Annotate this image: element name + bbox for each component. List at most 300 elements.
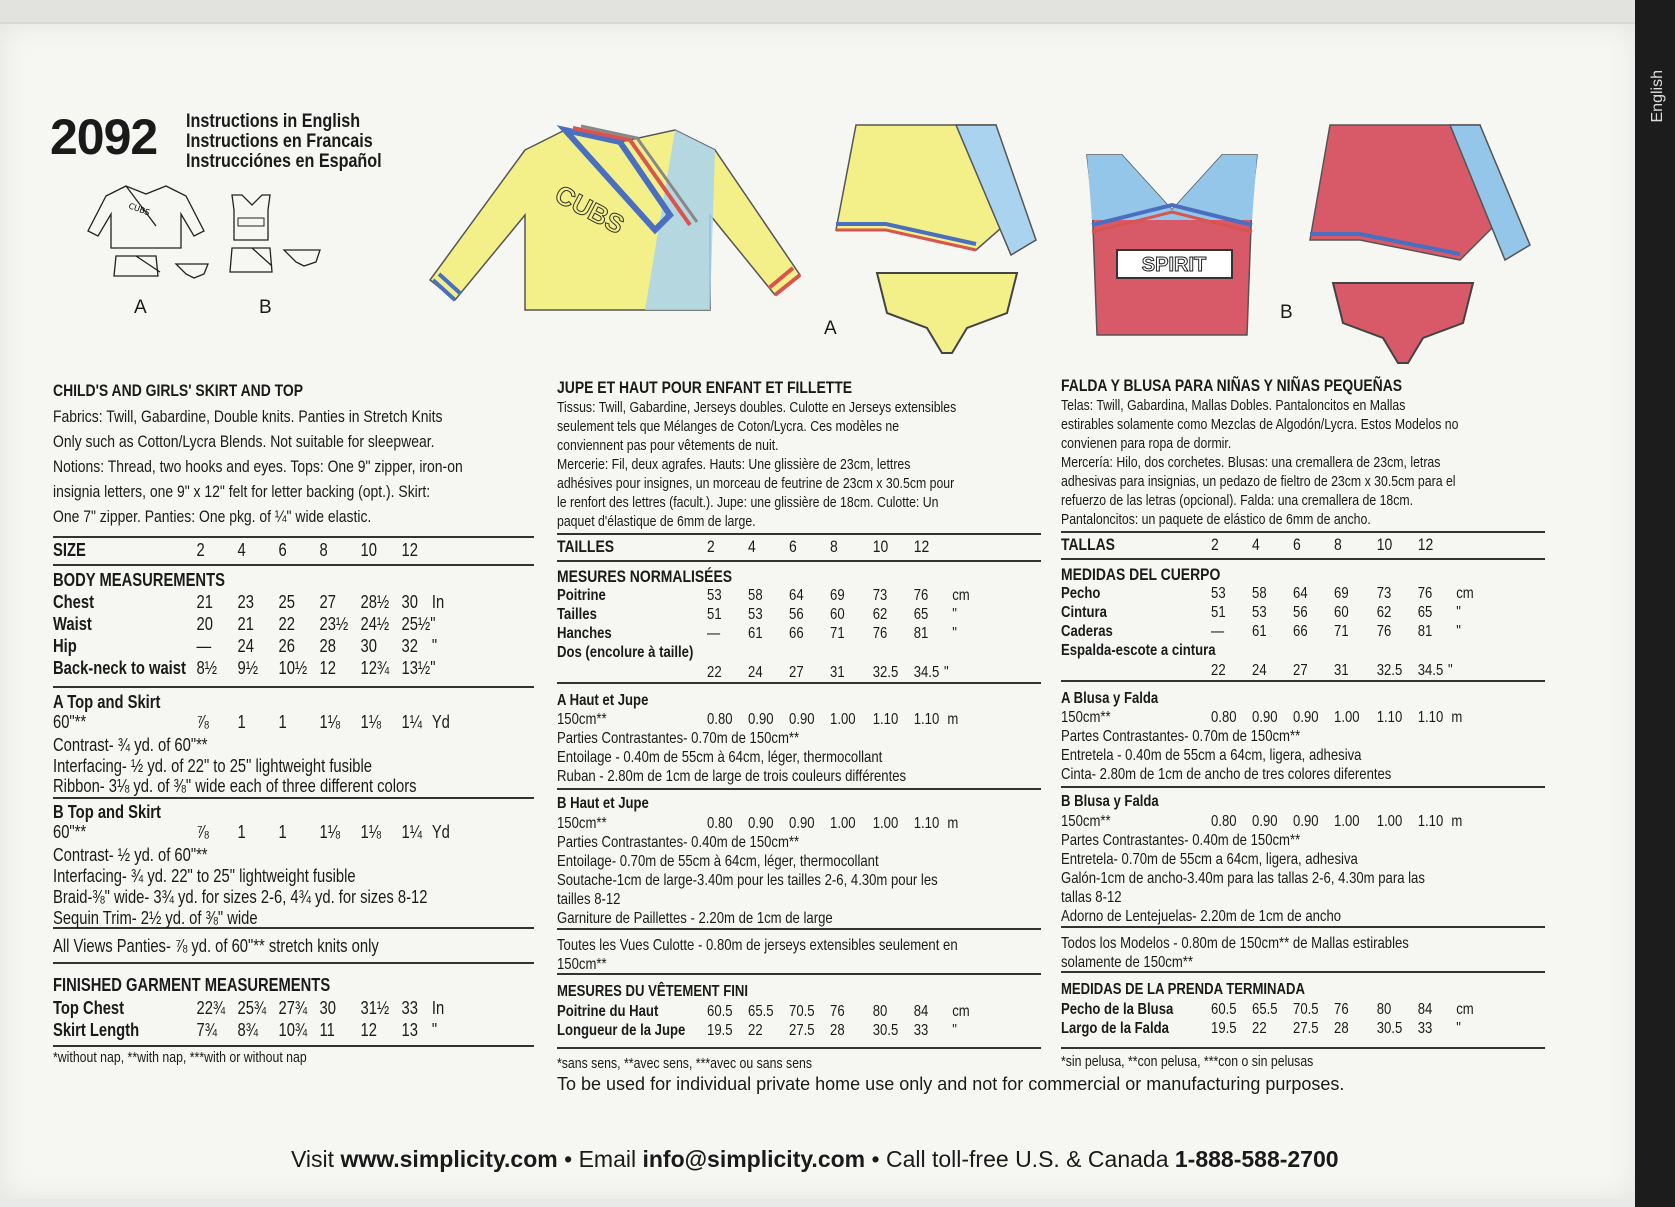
table-cell: 1¼	[401, 822, 423, 842]
table-cell: 53	[748, 606, 763, 623]
panties-requirement: 150cm**	[557, 956, 607, 973]
edge-label: English	[1649, 70, 1666, 123]
body-measurements-title: MEDIDAS DEL CUERPO	[1061, 565, 1221, 584]
table-cell: 22	[1252, 1020, 1267, 1037]
unit-label: "	[1448, 662, 1453, 679]
language-french: Instructions en Francais	[186, 131, 373, 152]
table-cell: 1.10	[913, 815, 940, 832]
table-cell: 84	[1417, 1001, 1433, 1018]
visit-label: Visit	[291, 1146, 335, 1172]
table-cell: 1.10	[1417, 813, 1444, 830]
divider	[1061, 786, 1545, 788]
row-label: Pecho de la Blusa	[1061, 1001, 1174, 1018]
table-cell: 60.5	[1211, 1001, 1237, 1018]
svg-text:CUBS: CUBS	[127, 201, 151, 218]
table-cell: 1.00	[1376, 813, 1403, 830]
table-cell: 76	[913, 587, 929, 604]
table-cell: 0.90	[1252, 709, 1278, 726]
table-cell: ⅞	[196, 822, 209, 842]
table-cell: 24½	[360, 614, 390, 634]
table-cell: 76	[1334, 1001, 1349, 1018]
table-cell: 0.90	[748, 711, 774, 728]
divider	[557, 560, 1041, 562]
row-label: Pecho	[1061, 585, 1101, 602]
table-cell: 1.10	[872, 711, 899, 728]
divider	[1061, 531, 1545, 533]
nap-footnote: *sans sens, **avec sens, ***avec ou sans sens	[557, 1055, 813, 1072]
row-label: Hip	[53, 636, 77, 656]
row-label: 150cm**	[1061, 813, 1111, 830]
table-cell: 31	[830, 664, 845, 681]
table-cell: 21	[237, 614, 254, 634]
table-cell: 25½"	[401, 614, 436, 634]
unit-label: m	[1451, 813, 1463, 830]
body-measurements-title: BODY MEASUREMENTS	[53, 570, 225, 590]
table-cell: —	[196, 636, 212, 656]
divider	[1061, 558, 1545, 560]
table-cell: 10½	[278, 658, 308, 678]
divider	[1061, 926, 1545, 928]
table-cell: 66	[1293, 623, 1308, 640]
row-label: 60"**	[53, 712, 87, 732]
row-label: Top Chest	[53, 998, 125, 1018]
unit-label: "	[1456, 604, 1461, 621]
table-cell: 53	[707, 587, 722, 604]
panties-requirement: All Views Panties- ⅞ yd. of 60"** stretch knits only	[53, 936, 379, 956]
unit-label: "	[952, 1022, 957, 1039]
table-cell: 22	[1211, 662, 1226, 679]
table-cell: 1	[237, 822, 246, 842]
table-cell: 69	[830, 587, 845, 604]
size-value: 6	[789, 537, 797, 556]
table-cell: 0.90	[789, 815, 815, 832]
table-cell: 30	[360, 636, 377, 656]
panties-requirement: solamente de 150cm**	[1061, 954, 1194, 971]
table-cell: 23½	[319, 614, 349, 634]
size-value: 8	[830, 537, 838, 556]
table-cell: 21	[196, 592, 213, 612]
row-label: Poitrine du Haut	[557, 1003, 659, 1020]
view-b-panties-illustration	[1328, 278, 1478, 368]
table-cell: 51	[707, 606, 722, 623]
back-length-label: Dos (encolure à taille)	[557, 644, 694, 661]
size-value: 6	[1293, 535, 1301, 554]
unit-label: Yd	[431, 712, 450, 732]
size-label: TALLAS	[1061, 535, 1115, 554]
size-value: 12	[913, 537, 930, 556]
table-cell: 70.5	[789, 1003, 815, 1020]
table-cell: 28	[830, 1022, 845, 1039]
table-cell: 1.00	[1334, 709, 1360, 726]
panties-requirement: Todos los Modelos - 0.80m de 150cm** de Mallas estirables	[1061, 935, 1409, 952]
row-label: 150cm**	[1061, 709, 1111, 726]
nap-footnote: *sin pelusa, **con pelusa, ***con o sin pelusas	[1061, 1053, 1314, 1070]
view-a-small-label: A	[134, 297, 147, 318]
table-cell: 81	[913, 625, 929, 642]
table-cell: 19.5	[1211, 1020, 1237, 1037]
table-cell: 27¾	[278, 998, 308, 1018]
divider	[53, 686, 534, 688]
table-cell: 25¾	[237, 998, 267, 1018]
row-label: Longueur de la Jupe	[557, 1022, 686, 1039]
unit-label: cm	[1456, 585, 1474, 602]
view-b-requirement: Entoilage- 0.70m de 55cm à 64cm, léger, thermocollant	[557, 853, 879, 870]
table-cell: 58	[748, 587, 763, 604]
view-b-requirement: Sequin Trim- 2½ yd. of ⅜" wide	[53, 908, 258, 928]
table-cell: 1⅛	[360, 712, 382, 732]
table-cell: 76	[830, 1003, 845, 1020]
table-cell: 60.5	[707, 1003, 733, 1020]
table-cell: 69	[1334, 585, 1349, 602]
table-cell: 73	[1376, 585, 1392, 602]
view-b-skirt-illustration	[1300, 120, 1535, 270]
view-b-small-label: B	[259, 297, 272, 318]
table-cell: 0.90	[1293, 813, 1319, 830]
table-cell: 0.80	[707, 815, 733, 832]
divider	[53, 962, 534, 964]
table-cell: 1⅛	[319, 822, 341, 842]
table-cell: 12	[360, 1020, 377, 1040]
table-cell: 1⅛	[360, 822, 382, 842]
table-cell: 8½	[196, 658, 218, 678]
table-cell: 0.80	[1211, 709, 1237, 726]
view-b-title: B Top and Skirt	[53, 802, 161, 822]
table-cell: 1.00	[830, 711, 856, 728]
table-cell: 22	[278, 614, 295, 634]
table-cell: 33	[913, 1022, 929, 1039]
divider	[53, 1045, 534, 1047]
view-a-requirement: Entretela - 0.40m de 55cm a 64cm, ligera, adhesiva	[1061, 747, 1362, 764]
language-spanish: Instrucciónes en Español	[186, 151, 382, 172]
unit-label: cm	[952, 587, 970, 604]
spanish-title: FALDA Y BLUSA PARA NIÑAS Y NIÑAS PEQUEÑAS	[1061, 376, 1403, 395]
size-label: TAILLES	[557, 537, 615, 556]
english-notions: Fabrics: Twill, Gabardine, Double knits. Panties in Stretch Knits Only such as Cotton/Lycra Blends. Not suitable for sleepwear. Notions: Thread, two hooks and eyes. Tops: One 9" zipper, iron-on insignia letters, one 9" x 12" felt for letter backing (opt.). Skirt: One 7" zipper. Panties: One pkg. of ¼" wide elastic.	[53, 407, 463, 526]
view-b-requirement: Adorno de Lentejuelas- 2.20m de 1cm de ancho	[1061, 908, 1342, 925]
panties-requirement: Toutes les Vues Culotte - 0.80m de jerseys extensibles seulement en	[557, 937, 958, 954]
language-english: Instructions in English	[186, 111, 361, 132]
unit-label: m	[947, 815, 959, 832]
row-label: Hanches	[557, 625, 612, 642]
call-label: Call toll-free U.S. & Canada	[885, 1146, 1169, 1172]
unit-label: cm	[952, 1003, 970, 1020]
back-length-label: Espalda-escote a cintura	[1061, 642, 1216, 659]
row-label: Back-neck to waist	[53, 658, 186, 678]
table-cell: 65	[1417, 604, 1433, 621]
size-value: 8	[319, 540, 328, 560]
table-cell: 30.5	[1376, 1020, 1403, 1037]
table-cell: 12¾	[360, 658, 390, 678]
divider	[53, 536, 534, 538]
table-cell: 0.80	[1211, 813, 1237, 830]
size-value: 10	[872, 537, 889, 556]
table-cell: 53	[1252, 604, 1267, 621]
email-label: Email	[578, 1146, 637, 1172]
view-b-requirement: Soutache-1cm de large-3.40m pour les tailles 2-6, 4.30m pour les	[557, 872, 938, 889]
view-b-top-illustration	[1082, 150, 1262, 340]
row-label: Chest	[53, 592, 95, 612]
view-b-requirement: Galón-1cm de ancho-3.40m para las tallas 2-6, 4.30m para las	[1061, 870, 1425, 887]
table-cell: 26	[278, 636, 295, 656]
table-cell: 34.5	[1417, 662, 1444, 679]
table-cell: 1.00	[872, 815, 899, 832]
view-a-title: A Blusa y Falda	[1061, 690, 1159, 707]
table-cell: —	[707, 625, 721, 642]
email-link[interactable]: info@simplicity.com	[642, 1146, 866, 1172]
table-cell: 23	[237, 592, 254, 612]
table-cell: 60	[830, 606, 845, 623]
view-b-title: B Blusa y Falda	[1061, 793, 1159, 810]
table-cell: 1.10	[1376, 709, 1403, 726]
table-cell: 73	[872, 587, 888, 604]
table-cell: 32	[401, 636, 418, 656]
table-cell: 30	[401, 592, 418, 612]
spirit-insignia: SPIRIT	[1141, 254, 1207, 276]
table-cell: 33	[401, 998, 418, 1018]
row-label: Skirt Length	[53, 1020, 140, 1040]
nap-footnote: *without nap, **with nap, ***with or without nap	[53, 1049, 307, 1066]
unit-label: m	[947, 711, 959, 728]
separator: •	[871, 1146, 880, 1172]
table-cell: 8¾	[237, 1020, 259, 1040]
size-value: 4	[748, 537, 756, 556]
view-a-top-illustration	[405, 120, 825, 325]
row-label: 150cm**	[557, 711, 607, 728]
view-a-title: A Haut et Jupe	[557, 692, 649, 709]
divider	[53, 797, 534, 799]
table-cell: 60	[1334, 604, 1349, 621]
unit-label: "	[944, 664, 949, 681]
view-b-large-label: B	[1280, 302, 1293, 323]
table-cell: 7¾	[196, 1020, 218, 1040]
row-label: Waist	[53, 614, 92, 634]
divider	[557, 928, 1041, 930]
table-cell: 24	[1252, 662, 1267, 679]
row-label: 60"**	[53, 822, 87, 842]
unit-label: In	[431, 592, 445, 612]
view-a-skirt-illustration	[826, 120, 1041, 260]
page-top-edge	[0, 0, 1636, 22]
unit-label: "	[952, 625, 957, 642]
table-cell: 22	[748, 1022, 763, 1039]
table-cell: 1⅛	[319, 712, 341, 732]
table-cell: 65.5	[1252, 1001, 1278, 1018]
table-cell: 28	[319, 636, 336, 656]
table-cell: 66	[789, 625, 804, 642]
french-notions: Tissus: Twill, Gabardine, Jerseys doubles. Culotte en Jerseys extensibles seulement tels que Mélanges de Coton/Lycra. Ces modèles ne conviennent pas pour vêtements de nuit. Mercerie: Fil, deux agrafes. Hauts: Une glissière de 23cm, lettres adhésives pour insignes, un morceau de feutrine de 23cm x 30.5cm pour le renfort des lettres (facult.). Jupe: une glissière de 18cm. Culotte: Un paquet d'élastique de 6mm de large.	[557, 399, 957, 530]
unit-label: In	[431, 998, 445, 1018]
size-value: 10	[360, 540, 377, 560]
table-cell: 64	[1293, 585, 1308, 602]
divider	[557, 788, 1041, 790]
table-cell: 28½	[360, 592, 390, 612]
table-cell: 1.10	[913, 711, 940, 728]
row-label: Cintura	[1061, 604, 1107, 621]
cubs-insignia: CUBS	[550, 178, 630, 240]
table-cell: 1.10	[1417, 709, 1444, 726]
view-b-requirement: Parties Contrastantes- 0.40m de 150cm**	[557, 834, 800, 851]
table-cell: 1	[278, 822, 287, 842]
website-link[interactable]: www.simplicity.com	[340, 1146, 558, 1172]
row-label: Tailles	[557, 606, 597, 623]
view-a-requirement: Contrast- ¾ yd. of 60"**	[53, 735, 208, 755]
contact-line	[291, 1146, 1339, 1173]
table-cell: 32.5	[1376, 662, 1403, 679]
table-cell: 13	[401, 1020, 418, 1040]
pattern-number: 2092	[50, 109, 158, 165]
table-cell: 76	[1376, 623, 1392, 640]
view-b-requirement: Interfacing- ¾ yd. 22" to 25" lightweight fusible	[53, 866, 356, 886]
table-cell: 84	[913, 1003, 929, 1020]
body-measurements-title: MESURES NORMALISÉES	[557, 567, 733, 586]
row-label: Largo de la Falda	[1061, 1020, 1169, 1037]
table-cell: 32.5	[872, 664, 899, 681]
finished-measurements-title: MESURES DU VÊTEMENT FINI	[557, 983, 748, 1000]
size-value: 4	[237, 540, 246, 560]
view-b-requirement: Garniture de Paillettes - 2.20m de 1cm de large	[557, 910, 833, 927]
table-cell: 62	[1376, 604, 1392, 621]
table-cell: 0.90	[1293, 709, 1319, 726]
divider	[557, 1047, 1041, 1049]
divider	[557, 533, 1041, 535]
view-b-requirement: Contrast- ½ yd. of 60"**	[53, 845, 208, 865]
table-cell: 65.5	[748, 1003, 774, 1020]
table-cell: 31	[1334, 662, 1349, 679]
french-title: JUPE ET HAUT POUR ENFANT ET FILLETTE	[557, 378, 853, 397]
size-value: 8	[1334, 535, 1342, 554]
size-value: 2	[1211, 535, 1219, 554]
table-cell: 1	[237, 712, 246, 732]
table-cell: 1¼	[401, 712, 423, 732]
view-b-requirement: Braid-⅜" wide- 3¾ yd. for sizes 2-6, 4¾ yd. for sizes 8-12	[53, 887, 428, 907]
size-value: 2	[196, 540, 205, 560]
view-b-requirement: Entretela- 0.70m de 55cm a 64cm, ligera, adhesiva	[1061, 851, 1358, 868]
table-cell: 0.90	[1252, 813, 1278, 830]
size-value: 12	[401, 540, 418, 560]
finished-measurements-title: FINISHED GARMENT MEASUREMENTS	[53, 975, 331, 995]
table-cell: 13½"	[401, 658, 436, 678]
table-cell: 34.5	[913, 664, 940, 681]
table-cell: 1.00	[1334, 813, 1360, 830]
table-cell: 11	[319, 1020, 335, 1040]
table-cell: ⅞	[196, 712, 209, 732]
table-cell: 76	[872, 625, 888, 642]
divider	[1061, 680, 1545, 682]
table-cell: 0.90	[789, 711, 815, 728]
size-label: SIZE	[53, 540, 86, 560]
table-cell: 27	[789, 664, 804, 681]
view-a-requirement: Interfacing- ½ yd. of 22" to 25" lightweight fusible	[53, 756, 372, 776]
usage-disclaimer: To be used for individual private home use only and not for commercial or manufacturing purposes.	[557, 1074, 1345, 1094]
view-a-requirement: Cinta- 2.80m de 1cm de ancho de tres colores diferentes	[1061, 766, 1392, 783]
table-cell: 56	[789, 606, 804, 623]
spanish-notions: Telas: Twill, Gabardina, Mallas Dobles. Pantaloncitos en Mallas estirables solamente como Mezclas de Algodón/Lycra. Estos Modelos no convienen para ropa de dormir. Mercería: Hilo, dos corchetes. Blusas: una cremallera de 23cm, letras adhesivas para insignias, un pedazo de fieltro de 23cm x 30.5cm para el refuerzo de las letras (opcional). Falda: una cremallera de 18cm. Pantaloncitos: un paquete de elástico de 6mm de ancho.	[1061, 397, 1459, 528]
table-cell: 80	[872, 1003, 888, 1020]
view-b-requirement: Partes Contrastantes- 0.40m de 150cm**	[1061, 832, 1301, 849]
table-cell: 25	[278, 592, 295, 612]
table-cell: 28	[1334, 1020, 1349, 1037]
table-cell: 1	[278, 712, 287, 732]
table-cell: 30.5	[872, 1022, 899, 1039]
unit-label: "	[952, 606, 957, 623]
row-label: 150cm**	[557, 815, 607, 832]
table-cell: 27.5	[789, 1022, 815, 1039]
table-cell: 27	[319, 592, 336, 612]
table-cell: 31½	[360, 998, 390, 1018]
table-cell: 1.00	[830, 815, 856, 832]
view-a-requirement: Parties Contrastantes- 0.70m de 150cm**	[557, 730, 800, 747]
divider	[557, 973, 1041, 975]
row-label: Poitrine	[557, 587, 606, 604]
envelope-side-edge	[1635, 0, 1675, 1207]
divider	[557, 682, 1041, 684]
view-b-requirement: tallas 8-12	[1061, 889, 1122, 906]
table-cell: —	[1211, 623, 1225, 640]
table-cell: 20	[196, 614, 213, 634]
table-cell: 76	[1417, 585, 1433, 602]
table-cell: 71	[830, 625, 845, 642]
table-cell: 61	[748, 625, 763, 642]
size-value: 10	[1376, 535, 1393, 554]
view-a-line-drawing	[86, 176, 216, 286]
unit-label: "	[1456, 623, 1461, 640]
table-cell: 70.5	[1293, 1001, 1319, 1018]
table-cell: 53	[1211, 585, 1226, 602]
divider	[1061, 1047, 1545, 1049]
table-cell: 56	[1293, 604, 1308, 621]
table-cell: 27.5	[1293, 1020, 1319, 1037]
view-a-requirement: Entoilage - 0.40m de 55cm à 64cm, léger, thermocollant	[557, 749, 883, 766]
table-cell: 27	[1293, 662, 1308, 679]
phone-number: 1-888-588-2700	[1174, 1146, 1339, 1172]
unit-label: m	[1451, 709, 1463, 726]
view-a-requirement: Partes Contrastantes- 0.70m de 150cm**	[1061, 728, 1301, 745]
view-a-panties-illustration	[872, 268, 1022, 358]
size-value: 4	[1252, 535, 1260, 554]
table-cell: 10¾	[278, 1020, 308, 1040]
table-cell: 30	[319, 998, 336, 1018]
table-cell: 81	[1417, 623, 1433, 640]
table-cell: 80	[1376, 1001, 1392, 1018]
language-list	[186, 112, 382, 172]
view-b-line-drawing	[222, 190, 332, 290]
table-cell: 64	[789, 587, 804, 604]
table-cell: 33	[1417, 1020, 1433, 1037]
table-cell: 12	[319, 658, 336, 678]
table-cell: 58	[1252, 585, 1267, 602]
separator: •	[564, 1146, 573, 1172]
table-cell: 9½	[237, 658, 259, 678]
finished-measurements-title: MEDIDAS DE LA PRENDA TERMINADA	[1061, 981, 1305, 998]
unit-label: "	[431, 636, 438, 656]
table-cell: 22	[707, 664, 722, 681]
table-cell: 62	[872, 606, 888, 623]
unit-label: Yd	[431, 822, 450, 842]
english-title: CHILD'S AND GIRLS' SKIRT AND TOP	[53, 381, 304, 400]
view-a-large-label: A	[824, 318, 837, 339]
view-b-title: B Haut et Jupe	[557, 795, 649, 812]
table-cell: 61	[1252, 623, 1267, 640]
size-value: 6	[278, 540, 287, 560]
table-cell: 24	[237, 636, 254, 656]
unit-label: "	[431, 1020, 438, 1040]
table-cell: 24	[748, 664, 763, 681]
row-label: Caderas	[1061, 623, 1113, 640]
table-cell: 19.5	[707, 1022, 733, 1039]
view-a-requirement: Ruban - 2.80m de 1cm de large de trois couleurs différentes	[557, 768, 907, 785]
table-cell: 51	[1211, 604, 1226, 621]
view-b-requirement: tailles 8-12	[557, 891, 621, 908]
